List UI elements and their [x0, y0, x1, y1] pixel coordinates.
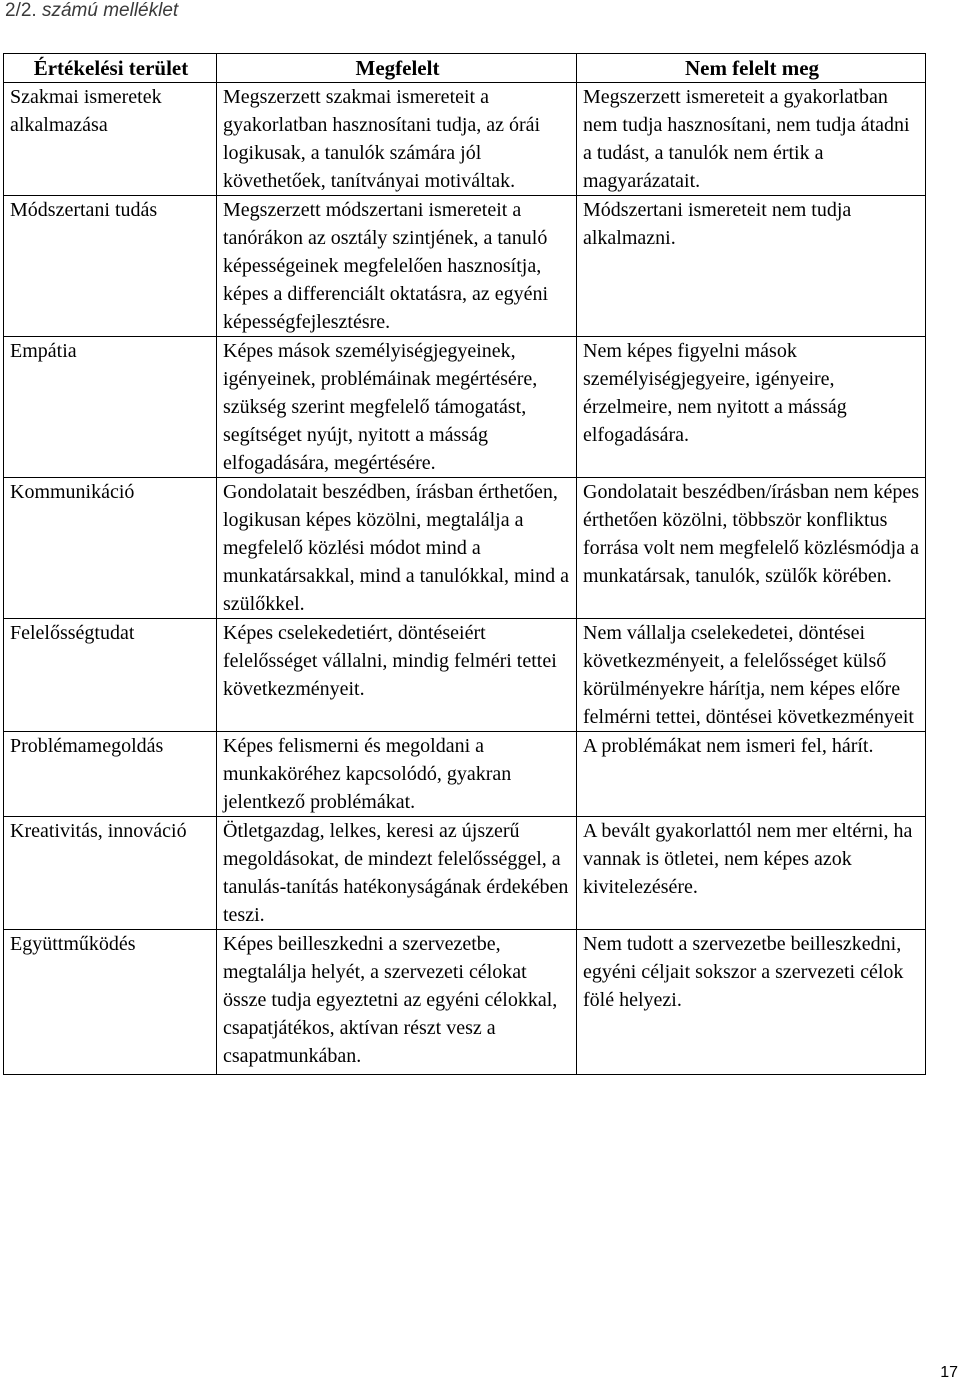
area-cell: Problémamegoldás	[4, 732, 217, 817]
fail-cell: Módszertani ismereteit nem tudja alkalmazni.	[577, 196, 926, 337]
table-row	[4, 817, 926, 930]
table-row	[4, 619, 926, 732]
fail-cell: A bevált gyakorlattól nem mer eltérni, ha vannak is ötletei, nem képes azok kivitelezésére.	[577, 817, 926, 930]
table-row	[4, 83, 926, 196]
pass-cell: Képes cselekedetiért, döntéseiért felelősséget vállalni, mindig felméri tettei következményeit.	[217, 619, 577, 732]
column-header-fail: Nem felelt meg	[577, 54, 926, 83]
fail-cell: Nem tudott a szervezetbe beilleszkedni, egyéni céljait sokszor a szervezeti célok fölé helyezi.	[577, 930, 926, 1075]
table-row	[4, 337, 926, 478]
pass-cell: Gondolatait beszédben, írásban érthetően, logikusan képes közölni, megtalálja a megfelelő közlési módot mind a munkatársakkal, mind a tanulókkal, mind a szülőkkel.	[217, 478, 577, 619]
fail-cell: Nem vállalja cselekedetei, döntései következményeit, a felelősséget külső körülményekre hárítja, nem képes előre felmérni tettei, döntései következményeit	[577, 619, 926, 732]
pass-cell: Megszerzett szakmai ismereteit a gyakorlatban hasznosítani tudja, az órái logikusak, a tanulók számára jól követhetőek, tanítványai motiváltak.	[217, 83, 577, 196]
pass-cell: Képes beilleszkedni a szervezetbe, megtalálja helyét, a szervezeti célokat össze tudja egyeztetni az egyéni célokkal, csapatjátékos, aktívan részt vesz a csapatmunkában.	[217, 930, 577, 1075]
table-row	[4, 196, 926, 337]
area-cell: Együttműködés	[4, 930, 217, 1075]
fail-cell: Nem képes figyelni mások személyiségjegyeire, igényeire, érzelmeire, nem nyitott a másság elfogadására.	[577, 337, 926, 478]
annex-title	[5, 0, 178, 22]
table-row	[4, 732, 926, 817]
annex-label: számú melléklet	[41, 0, 179, 21]
table-row	[4, 478, 926, 619]
fail-cell: Gondolatait beszédben/írásban nem képes érthetően közölni, többször konfliktus forrása volt nem megfelelő közlésmódja a munkatársak, tanulók, szülők körében.	[577, 478, 926, 619]
area-cell: Empátia	[4, 337, 217, 478]
fail-cell: Megszerzett ismereteit a gyakorlatban nem tudja hasznosítani, nem tudja átadni a tudást, a tanulók nem értik a magyarázatait.	[577, 83, 926, 196]
evaluation-table	[3, 53, 926, 1075]
page-number: 17	[940, 1364, 958, 1381]
pass-cell: Ötletgazdag, lelkes, keresi az újszerű megoldásokat, de mindezt felelősséggel, a tanulás-tanítás hatékonyságának érdekében teszi.	[217, 817, 577, 930]
area-cell: Kommunikáció	[4, 478, 217, 619]
column-header-area: Értékelési terület	[4, 54, 217, 83]
area-cell: Módszertani tudás	[4, 196, 217, 337]
table-header-row	[4, 54, 926, 83]
pass-cell: Megszerzett módszertani ismereteit a tanórákon az osztály szintjének, a tanuló képességeinek megfelelően hasznosítja, képes a differenciált oktatásra, az egyéni képességfejlesztésre.	[217, 196, 577, 337]
area-cell: Felelősségtudat	[4, 619, 217, 732]
area-cell: Szakmai ismeretek alkalmazása	[4, 83, 217, 196]
pass-cell: Képes felismerni és megoldani a munkaköréhez kapcsolódó, gyakran jelentkező problémákat.	[217, 732, 577, 817]
pass-cell: Képes mások személyiségjegyeinek, igényeinek, problémáinak megértésére, szükség szerint megfelelő támogatást, segítséget nyújt, nyitott a másság elfogadására, megértésére.	[217, 337, 577, 478]
annex-number: 2/2.	[5, 0, 42, 21]
area-cell: Kreativitás, innováció	[4, 817, 217, 930]
fail-cell: A problémákat nem ismeri fel, hárít.	[577, 732, 926, 817]
table-row	[4, 930, 926, 1075]
column-header-pass: Megfelelt	[217, 54, 577, 83]
